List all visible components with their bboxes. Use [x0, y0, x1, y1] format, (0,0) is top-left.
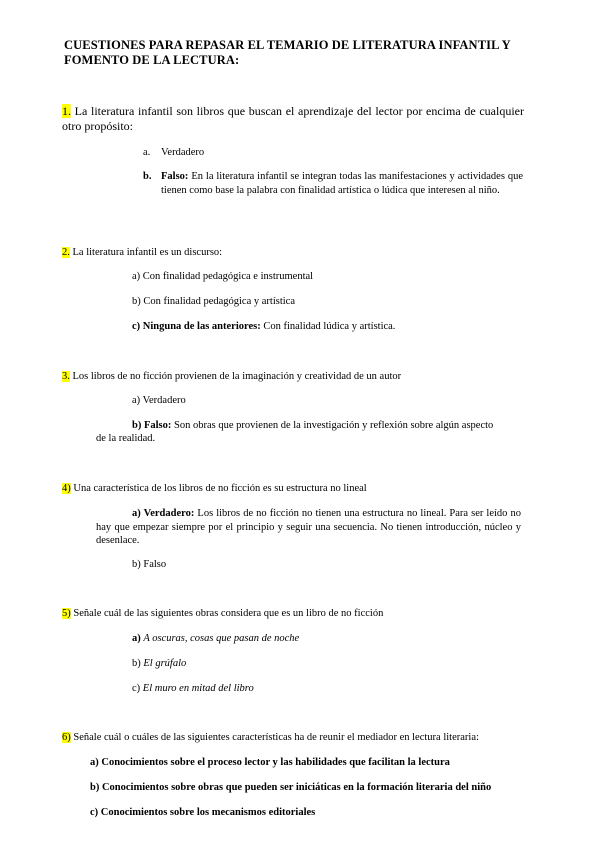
q4-option-a	[96, 507, 521, 548]
question-4	[62, 482, 524, 496]
q1-option-a	[143, 146, 523, 160]
question-number: 2.	[62, 247, 70, 258]
question-number: 3.	[62, 371, 70, 382]
q1-option-b	[143, 170, 523, 197]
question-5	[62, 607, 524, 621]
q6-option-a: a) Conocimientos sobre el proceso lector y las habilidades que facilitan la lectura	[90, 757, 450, 768]
question-text: La literatura infantil es un discurso:	[69, 247, 223, 258]
q4-option-b: b) Falso	[132, 559, 167, 570]
q3-option-b	[132, 419, 527, 433]
option-letter: a.	[143, 147, 151, 158]
question-text: Señale cuál o cuáles de las siguientes características ha de reunir el mediador en lectura literaria:	[70, 732, 479, 743]
q5-option-b	[132, 657, 186, 671]
q3-option-a: a) Verdadero	[132, 395, 186, 406]
question-text: La literatura infantil son libros que buscan el aprendizaje del lector por encima de cualquier otro propósito:	[62, 104, 524, 133]
option-letter: b)	[132, 658, 141, 669]
option-text: Los libros de no ficción no tienen una estructura no lineal. Para ser leído no hay que empezar siempre por el principio y seguir una secuencia. No tienen introducción, núcleo y desenlace.	[96, 508, 521, 546]
question-text: Una característica de los libros de no ficción es su estructura no lineal	[70, 483, 367, 494]
option-text: En la literatura infantil se integran todas las manifestaciones y actividades que tienen como base la palabra con finalidad artística o lúdica que interesen al niño.	[161, 171, 523, 196]
q2-option-c	[132, 320, 395, 334]
question-number: 5)	[62, 608, 71, 619]
book-title: A oscuras, cosas que pasan de noche	[143, 633, 300, 644]
q2-option-a: a) Con finalidad pedagógica e instrumental	[132, 271, 314, 282]
book-title: El muro en mitad del libro	[142, 683, 254, 694]
question-number: 6)	[62, 732, 71, 743]
option-text: Verdadero	[161, 147, 205, 158]
option-answer-label: a) Verdadero:	[132, 508, 195, 519]
option-letter: a)	[132, 633, 141, 644]
document-title: CUESTIONES PARA REPASAR EL TEMARIO DE LITERATURA INFANTIL Y FOMENTO DE LA LECTURA:	[64, 38, 511, 67]
question-1	[62, 104, 524, 134]
q3-option-b-continuation: de la realidad.	[96, 433, 156, 444]
option-text: Son obras que provienen de la investigación y reflexión sobre algún aspecto	[171, 420, 494, 431]
q2-option-b: b) Con finalidad pedagógica y artística	[132, 296, 295, 307]
question-text: Señale cuál de las siguientes obras considera que es un libro de no ficción	[70, 608, 384, 619]
q5-option-c	[132, 682, 254, 696]
option-answer-label: Falso:	[161, 171, 189, 182]
q5-option-a	[132, 632, 299, 646]
option-text: Con finalidad lúdica y artística.	[260, 321, 396, 332]
question-2	[62, 246, 524, 260]
question-number: 4)	[62, 483, 71, 494]
question-text: Los libros de no ficción provienen de la imaginación y creatividad de un autor	[69, 371, 402, 382]
question-6	[62, 731, 532, 745]
option-answer-label: b) Falso:	[132, 420, 172, 431]
q6-option-b: b) Conocimientos sobre obras que pueden ser iniciáticas en la formación literaria del niño	[90, 782, 492, 793]
option-letter: c)	[132, 683, 141, 694]
option-answer-label: c) Ninguna de las anteriores:	[132, 321, 261, 332]
option-letter: b.	[143, 171, 152, 182]
q6-option-c: c) Conocimientos sobre los mecanismos editoriales	[90, 807, 316, 818]
question-3	[62, 370, 524, 384]
question-number: 1.	[62, 104, 71, 118]
book-title: El grúfalo	[143, 658, 187, 669]
